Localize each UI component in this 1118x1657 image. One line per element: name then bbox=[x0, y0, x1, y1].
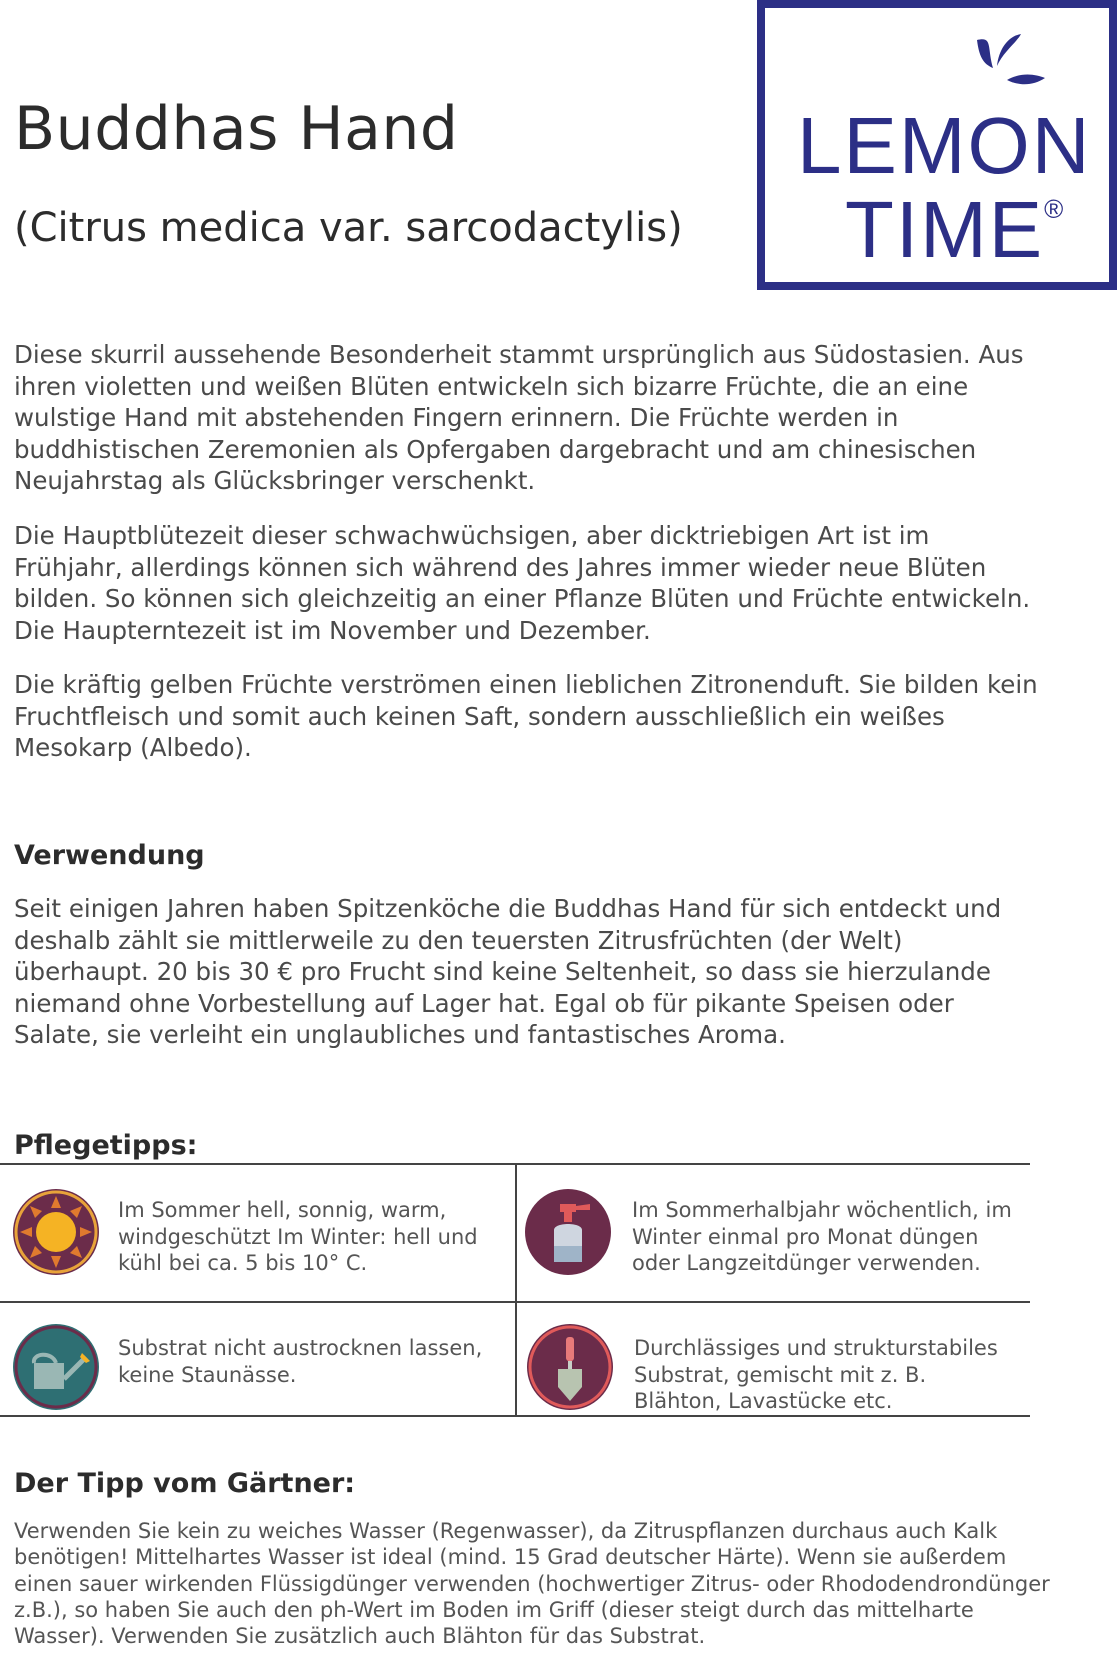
care-tip-fertilizer: Im Sommerhalbjahr wöchentlich, im Winter einmal pro Monat düngen oder Langzeitdünger verwenden. bbox=[632, 1198, 1012, 1275]
care-tip-water: Substrat nicht austrocknen lassen, keine Staunässe. bbox=[118, 1336, 483, 1387]
fertilizer-spray-icon bbox=[524, 1188, 612, 1276]
care-heading: Pflegetipps: bbox=[14, 1130, 198, 1161]
sun-icon bbox=[12, 1188, 100, 1276]
care-tips-grid bbox=[0, 1163, 1030, 1417]
registered-mark: ® bbox=[1044, 194, 1066, 224]
logo-line-2 bbox=[845, 185, 1118, 274]
lemon-time-logo bbox=[757, 0, 1117, 290]
gardener-tip-heading: Der Tipp vom Gärtner: bbox=[14, 1468, 356, 1499]
logo-line-1: LEMON bbox=[797, 101, 1092, 190]
logo-line-2-text: TIME bbox=[845, 185, 1045, 274]
usage-heading: Verwendung bbox=[14, 840, 205, 871]
usage-paragraph: Seit einigen Jahren haben Spitzenköche die Buddhas Hand für sich entdeckt und deshalb zählt sie mittlerweile zu den teuersten Zitrusfrüchten (der Welt) überhaupt. 20 bis 30 € pro Frucht sind keine Seltenheit, so dass sie hierzulande niemand ohne Vorbestellung auf Lager hat. Egal ob für pikante Speisen oder Salate, sie verleiht ein unglaubliches und fantastisches Aroma. bbox=[14, 894, 1002, 1049]
botanical-name: (Citrus medica var. sarcodactylis) bbox=[14, 205, 683, 251]
gardener-tip-paragraph: Verwenden Sie kein zu weiches Wasser (Regenwasser), da Zitruspflanzen durchaus auch Kalk benötigen! Mittelhartes Wasser ist ideal (mind. 15 Grad deutscher Härte). Wenn sie außerdem einen sauer wirkenden Flüssigdünger verwenden (hochwertiger Zitrus- oder Rhododendrondünger z.B.), so haben Sie auch den ph-Wert im Boden im Griff (dieser steigt durch das mittelharte Wasser). Verwenden Sie zusätzlich auch Blähton für das Substrat. bbox=[14, 1519, 1050, 1649]
trowel-icon bbox=[526, 1323, 614, 1411]
watering-can-icon bbox=[12, 1323, 100, 1411]
intro-paragraph-2: Die Hauptblütezeit dieser schwachwüchsigen, aber dicktriebigen Art ist im Frühjahr, allerdings können sich während des Jahres immer wieder neue Blüten bilden. So können sich gleichzeitig an einer Pflanze Blüten und Früchte entwickeln. Die Haupterntezeit ist im November und Dezember. bbox=[14, 521, 1031, 645]
care-tip-light: Im Sommer hell, sonnig, warm, windgeschützt Im Winter: hell und kühl bei ca. 5 bis 10° C. bbox=[118, 1198, 478, 1275]
page-title: Buddhas Hand bbox=[14, 94, 459, 164]
intro-paragraph-1: Diese skurril aussehende Besonderheit stammt ursprünglich aus Südostasien. Aus ihren violetten und weißen Blüten entwickeln sich bizarre Früchte, die an eine wulstige Hand mit abstehenden Fingern erinnern. Die Früchte werden in buddhistischen Zeremonien als Opfergaben dargebracht und am chinesischen Neujahrstag als Glücksbringer verschenkt. bbox=[14, 340, 1024, 495]
intro-paragraph-3: Die kräftig gelben Früchte verströmen einen lieblichen Zitronenduft. Sie bilden kein Fruchtfleisch und somit auch keinen Saft, sondern ausschließlich ein weißes Mesokarp (Albedo). bbox=[14, 670, 1038, 762]
divider bbox=[515, 1163, 517, 1417]
care-tip-substrate: Durchlässiges und strukturstabiles Substrat, gemischt mit z. B. Blähton, Lavastücke etc. bbox=[634, 1336, 998, 1413]
